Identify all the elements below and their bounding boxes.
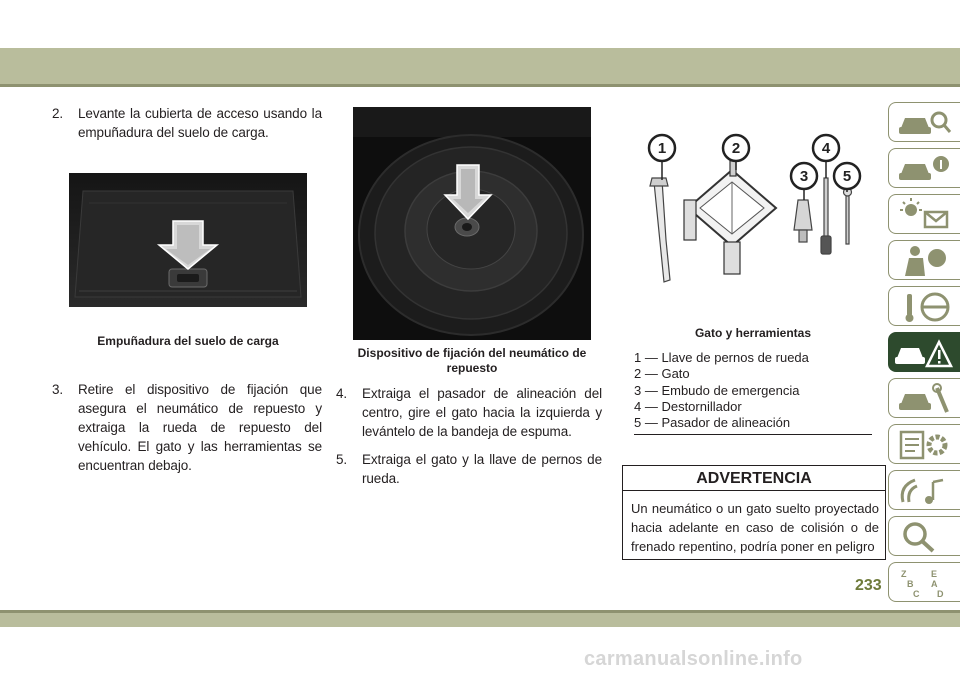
legend-item: 5 — Pasador de alineación [634,415,791,431]
car-info-icon [895,152,955,186]
chapter-tab-getting-to-know[interactable] [888,102,960,142]
caption-jack-tools: Gato y herramientas [694,326,812,340]
chapter-tab-multimedia[interactable] [888,470,960,510]
index-letter: D [937,589,944,599]
warning-box [622,465,886,560]
legend-item: 1 — Llave de pernos de rueda [634,350,809,365]
chapter-tab-emergency[interactable] [888,332,960,372]
chapter-tab-safety[interactable] [888,240,960,280]
callout-4: 4 [821,140,831,157]
step-3 [52,380,322,475]
step-4 [336,384,602,441]
legend-item: 2 — Gato [634,366,690,382]
legend-item: 4 — Destornillador [634,398,742,414]
warning-text: Un neumático o un gato suelto proyectado hacia adelante en caso de colisión o de frenado repentino, podría poner en peligro [631,501,879,554]
callout-2: 2 [731,140,741,157]
legend-rule [634,434,872,435]
cargo-floor-photo [69,173,307,307]
callout-1: 1 [657,140,667,157]
step-number: 3. [52,382,64,397]
chapter-tab-servicing[interactable] [888,378,960,418]
caption-spare-fixing [353,346,591,376]
jack-tools-illustration [628,130,878,325]
roadside-emergency-icon [895,336,955,370]
chapter-tab-features[interactable] [888,148,960,188]
page-number: 233 [855,577,882,594]
caption-floor-handle: Empuñadura del suelo de carga [97,334,279,348]
car-search-icon [895,106,955,140]
index-letter: Z [901,569,907,579]
chapter-tab-starting[interactable] [888,286,960,326]
chapter-tab-instrument-panel[interactable] [888,194,960,234]
tools-legend [634,350,872,431]
step-text: Extraiga el gato y la llave de pernos de rueda. [362,452,602,486]
caption-line-1: Dispositivo de fijación del neumático de [357,346,587,360]
legend-item: 3 — Embudo de emergencia [634,382,800,398]
car-service-wrench-icon [895,382,955,416]
step-text: Retire el dispositivo de fijación que asegura el neumático de repuesto y extraiga la rueda de repuesto del vehículo. El gato y las herramientas se encuentran debajo. [78,382,322,473]
index-letter: B [907,579,914,589]
index-letter: C [913,589,920,599]
search-index-icon [895,520,955,554]
warning-light-message-icon [895,198,955,232]
header-rule [0,84,960,87]
callout-5: 5 [842,168,852,185]
step-2 [52,104,322,142]
airbag-person-icon [895,244,955,278]
specifications-gear-icon [895,428,955,462]
step-number: 2. [52,106,64,121]
chapter-tab-specifications[interactable] [888,424,960,464]
callout-3: 3 [799,168,809,185]
index-letter: E [931,569,938,579]
header-band [0,48,960,84]
step-5 [336,450,602,488]
step-text: Levante la cubierta de acceso usando la empuñadura del suelo de carga. [78,106,322,140]
warning-title: ADVERTENCIA [623,466,885,491]
multimedia-music-icon [895,474,955,508]
step-number: 5. [336,452,348,467]
index-letter: A [931,579,938,589]
caption-line-2: repuesto [446,361,498,375]
step-number: 4. [336,386,348,401]
step-text: Extraiga el pasador de alineación del centro, gire el gato hacia la izquierda y levántelo de la bandeja de espuma. [362,386,602,439]
footer-band [0,613,960,627]
spare-tire-photo [353,107,591,340]
watermark: carmanualsonline.info [584,648,803,670]
steering-wheel-key-icon [895,290,955,324]
index-letters-icon [895,566,955,600]
chapter-tab-index[interactable] [888,562,960,602]
chapter-tab-customer-assistance[interactable] [888,516,960,556]
